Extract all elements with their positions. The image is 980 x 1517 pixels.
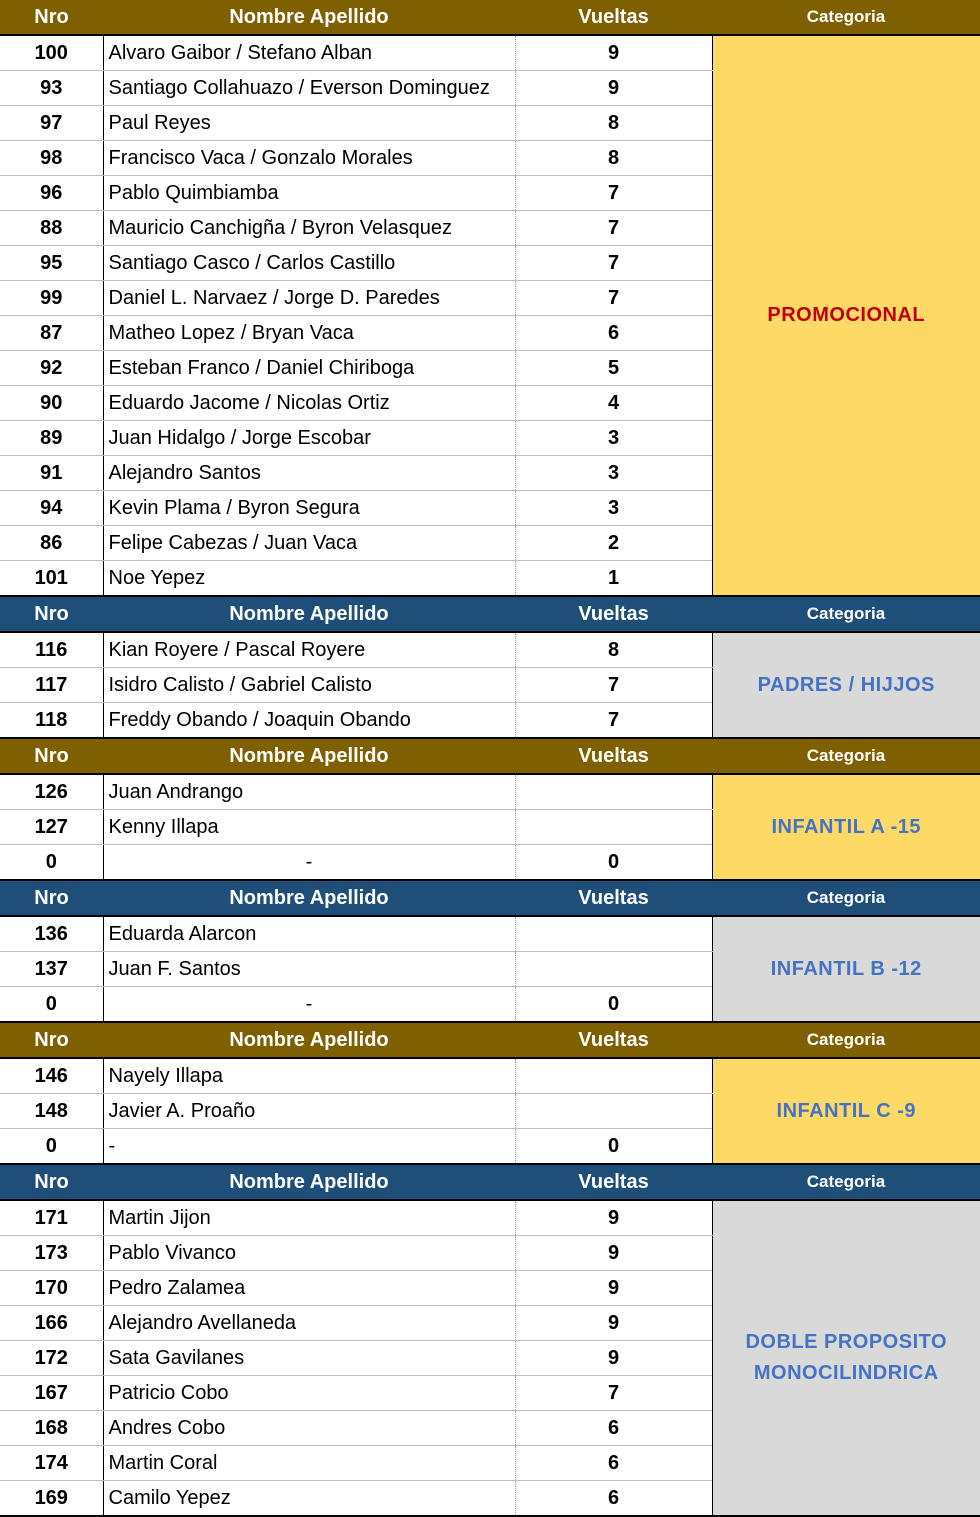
racer-number: 167 (0, 1376, 103, 1411)
laps-count: 6 (515, 316, 712, 351)
header-name: Nombre Apellido (103, 1164, 515, 1200)
laps-count: 3 (515, 491, 712, 526)
racer-name: Matheo Lopez / Bryan Vaca (103, 316, 515, 351)
laps-count (515, 1094, 712, 1129)
racer-number: 146 (0, 1058, 103, 1094)
racer-name: Kian Royere / Pascal Royere (103, 632, 515, 668)
racer-number: 86 (0, 526, 103, 561)
table-row (0, 916, 980, 952)
racer-name: Isidro Calisto / Gabriel Calisto (103, 668, 515, 703)
category-label-line1: DOBLE PROPOSITO (713, 1327, 980, 1358)
racer-number: 170 (0, 1271, 103, 1306)
header-nro: Nro (0, 0, 103, 35)
racer-name: Juan F. Santos (103, 952, 515, 987)
section-header-row (0, 0, 980, 35)
racer-name: Martin Coral (103, 1446, 515, 1481)
section-header-row (0, 596, 980, 632)
racer-number: 148 (0, 1094, 103, 1129)
laps-count: 0 (515, 845, 712, 881)
racer-number: 126 (0, 774, 103, 810)
racer-number: 92 (0, 351, 103, 386)
laps-count: 3 (515, 421, 712, 456)
racer-number: 87 (0, 316, 103, 351)
racer-number: 99 (0, 281, 103, 316)
header-name: Nombre Apellido (103, 596, 515, 632)
header-category: Categoria (712, 0, 980, 35)
racer-number: 94 (0, 491, 103, 526)
laps-count (515, 952, 712, 987)
racer-number: 88 (0, 211, 103, 246)
section-header-row (0, 1022, 980, 1058)
racer-number: 174 (0, 1446, 103, 1481)
racer-number: 90 (0, 386, 103, 421)
racer-name: Noe Yepez (103, 561, 515, 597)
header-laps: Vueltas (515, 1164, 712, 1200)
laps-count: 7 (515, 281, 712, 316)
table-row (0, 1200, 980, 1236)
racer-name: Santiago Collahuazo / Everson Dominguez (103, 71, 515, 106)
header-category: Categoria (712, 596, 980, 632)
racer-number: 0 (0, 987, 103, 1023)
racer-name: Camilo Yepez (103, 1481, 515, 1517)
laps-count: 7 (515, 1376, 712, 1411)
laps-count: 0 (515, 987, 712, 1023)
category-label: PADRES / HIJJOS (712, 632, 980, 738)
section-header-row (0, 1164, 980, 1200)
racer-number: 101 (0, 561, 103, 597)
category-label: INFANTIL B -12 (712, 916, 980, 1022)
racer-name: Pedro Zalamea (103, 1271, 515, 1306)
racer-name: Juan Hidalgo / Jorge Escobar (103, 421, 515, 456)
table-row (0, 632, 980, 668)
table-row (0, 35, 980, 71)
category-label: PROMOCIONAL (712, 35, 980, 596)
laps-count: 2 (515, 526, 712, 561)
laps-count: 9 (515, 35, 712, 71)
laps-count: 5 (515, 351, 712, 386)
laps-count: 9 (515, 1236, 712, 1271)
racer-number: 97 (0, 106, 103, 141)
racer-number: 91 (0, 456, 103, 491)
racer-number: 127 (0, 810, 103, 845)
racer-name: Paul Reyes (103, 106, 515, 141)
table-row (0, 774, 980, 810)
laps-count: 6 (515, 1481, 712, 1517)
header-laps: Vueltas (515, 596, 712, 632)
racer-name: - (103, 987, 515, 1023)
racer-number: 96 (0, 176, 103, 211)
racer-number: 100 (0, 35, 103, 71)
header-nro: Nro (0, 880, 103, 916)
laps-count: 6 (515, 1446, 712, 1481)
laps-count: 7 (515, 211, 712, 246)
racer-name: - (103, 1129, 515, 1165)
racer-number: 117 (0, 668, 103, 703)
header-name: Nombre Apellido (103, 738, 515, 774)
racer-name: Santiago Casco / Carlos Castillo (103, 246, 515, 281)
header-laps: Vueltas (515, 0, 712, 35)
header-laps: Vueltas (515, 880, 712, 916)
racer-name: Kenny Illapa (103, 810, 515, 845)
laps-count: 9 (515, 1306, 712, 1341)
laps-count (515, 916, 712, 952)
racer-number: 118 (0, 703, 103, 739)
category-label: INFANTIL C -9 (712, 1058, 980, 1164)
racer-name: Kevin Plama / Byron Segura (103, 491, 515, 526)
racer-number: 173 (0, 1236, 103, 1271)
laps-count: 8 (515, 106, 712, 141)
header-laps: Vueltas (515, 738, 712, 774)
racer-name: Pablo Quimbiamba (103, 176, 515, 211)
racer-number: 0 (0, 845, 103, 881)
racer-number: 171 (0, 1200, 103, 1236)
racer-name: Daniel L. Narvaez / Jorge D. Paredes (103, 281, 515, 316)
laps-count: 9 (515, 71, 712, 106)
racer-name: - (103, 845, 515, 881)
racer-name: Patricio Cobo (103, 1376, 515, 1411)
laps-count (515, 774, 712, 810)
header-laps: Vueltas (515, 1022, 712, 1058)
racer-name: Nayely Illapa (103, 1058, 515, 1094)
racer-number: 0 (0, 1129, 103, 1165)
racer-name: Freddy Obando / Joaquin Obando (103, 703, 515, 739)
laps-count (515, 810, 712, 845)
laps-count: 7 (515, 246, 712, 281)
header-name: Nombre Apellido (103, 880, 515, 916)
laps-count: 1 (515, 561, 712, 597)
laps-count: 0 (515, 1129, 712, 1165)
racer-number: 95 (0, 246, 103, 281)
table-row (0, 1058, 980, 1094)
laps-count: 9 (515, 1341, 712, 1376)
header-category: Categoria (712, 880, 980, 916)
header-nro: Nro (0, 1164, 103, 1200)
racer-name: Felipe Cabezas / Juan Vaca (103, 526, 515, 561)
header-category: Categoria (712, 738, 980, 774)
section-header-row (0, 738, 980, 774)
header-nro: Nro (0, 596, 103, 632)
category-label: INFANTIL A -15 (712, 774, 980, 880)
racer-name: Alvaro Gaibor / Stefano Alban (103, 35, 515, 71)
racer-number: 93 (0, 71, 103, 106)
racer-name: Sata Gavilanes (103, 1341, 515, 1376)
racer-name: Eduarda Alarcon (103, 916, 515, 952)
header-name: Nombre Apellido (103, 0, 515, 35)
laps-count: 3 (515, 456, 712, 491)
racer-number: 168 (0, 1411, 103, 1446)
laps-count: 4 (515, 386, 712, 421)
racer-name: Mauricio Canchigña / Byron Velasquez (103, 211, 515, 246)
section-header-row (0, 880, 980, 916)
header-name: Nombre Apellido (103, 1022, 515, 1058)
racer-name: Alejandro Santos (103, 456, 515, 491)
laps-count: 9 (515, 1200, 712, 1236)
laps-count: 7 (515, 703, 712, 739)
laps-count: 8 (515, 141, 712, 176)
header-nro: Nro (0, 1022, 103, 1058)
racer-name: Javier A. Proaño (103, 1094, 515, 1129)
laps-count: 7 (515, 668, 712, 703)
racer-number: 98 (0, 141, 103, 176)
racer-name: Andres Cobo (103, 1411, 515, 1446)
racer-number: 137 (0, 952, 103, 987)
category-label (712, 1200, 980, 1516)
racer-name: Eduardo Jacome / Nicolas Ortiz (103, 386, 515, 421)
header-nro: Nro (0, 738, 103, 774)
laps-count: 9 (515, 1271, 712, 1306)
racer-name: Pablo Vivanco (103, 1236, 515, 1271)
racer-number: 172 (0, 1341, 103, 1376)
laps-count: 6 (515, 1411, 712, 1446)
racer-number: 89 (0, 421, 103, 456)
category-label-line2: MONOCILINDRICA (713, 1358, 980, 1389)
racer-number: 166 (0, 1306, 103, 1341)
header-category: Categoria (712, 1022, 980, 1058)
racer-name: Esteban Franco / Daniel Chiriboga (103, 351, 515, 386)
racer-number: 169 (0, 1481, 103, 1517)
racer-name: Alejandro Avellaneda (103, 1306, 515, 1341)
laps-count: 8 (515, 632, 712, 668)
header-category: Categoria (712, 1164, 980, 1200)
racer-name: Juan Andrango (103, 774, 515, 810)
laps-count (515, 1058, 712, 1094)
racer-name: Francisco Vaca / Gonzalo Morales (103, 141, 515, 176)
racer-number: 136 (0, 916, 103, 952)
racer-name: Martin Jijon (103, 1200, 515, 1236)
racer-number: 116 (0, 632, 103, 668)
laps-count: 7 (515, 176, 712, 211)
